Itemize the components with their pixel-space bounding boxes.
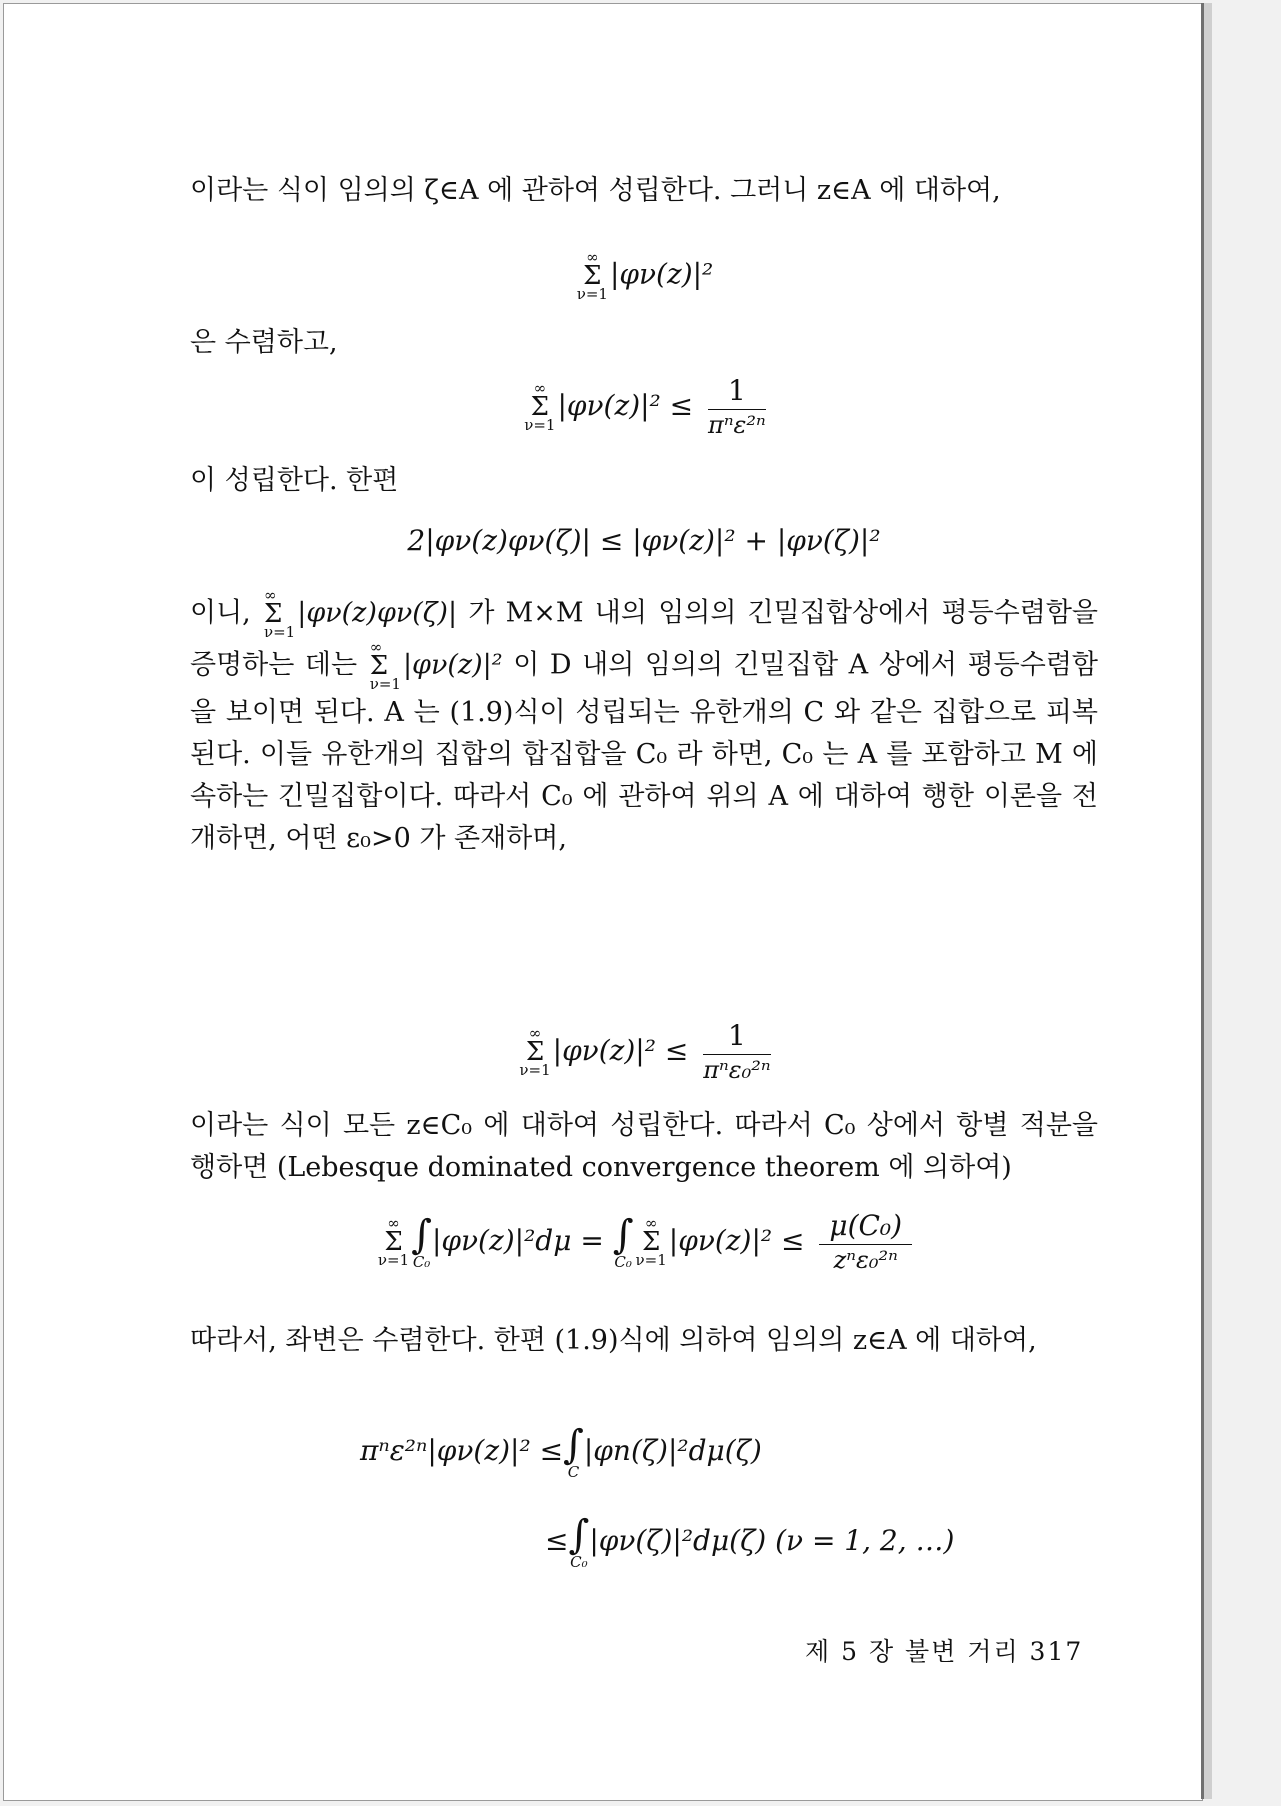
equation-2	[190, 375, 1098, 440]
integral-operator: ∫ C₀	[568, 1512, 590, 1571]
sum-operator: ∞ Σ ν=1	[369, 638, 401, 693]
paragraph-4-rest: 이 D 내의 임의의 긴밀집합 A 상에서 평등수렴함을 보이면 된다. A 는 (1.9)식이 성립되는 유한개의 C 와 같은 집합으로 피복된다. 이들 유한개의 집합의 합집합을 C₀ 라 하면, C₀ 는 A 를 포함하고 M 에 속하는 긴밀집합이다. 따라서 C₀ 에 관하여 위의 A 에 대하여 행한 이론을 전개하면, 어떤 ε₀>0 가 존재하며,	[190, 649, 1098, 854]
equation-7	[545, 1512, 955, 1571]
paragraph-1: 이라는 식이 임의의 ζ∈A 에 관하여 성립한다. 그러니 z∈A 에 대하여,	[190, 175, 1001, 206]
inline-sum-1: |φν(z)φν(ζ)|	[297, 597, 458, 629]
sum-operator: ∞ Σ ν=1	[519, 1024, 551, 1080]
equation-1	[190, 250, 1098, 302]
equation-5-right: |φν(z)|² ≤	[668, 1223, 805, 1257]
equation-7-left: ≤	[545, 1524, 569, 1557]
fraction: $\frac{1}{\text{πⁿε²ⁿ}}$	[708, 374, 766, 440]
fraction: $\frac{\text{μ(C₀)}}{\text{zⁿε₀²ⁿ}}$	[819, 1210, 912, 1275]
equation-5	[190, 1210, 1098, 1275]
integral-operator: ∫ C₀	[411, 1211, 432, 1271]
equation-3: 2|φν(z)φν(ζ)| ≤ |φν(z)|² + |φν(ζ)|²	[407, 524, 881, 557]
equation-4	[190, 1020, 1098, 1085]
equation-6-left: πⁿε²ⁿ|φν(z)|² ≤	[360, 1434, 564, 1467]
equation-7-right: |φν(ζ)|²dμ(ζ) (ν = 1, 2, …)	[589, 1524, 955, 1557]
equation-4-body: |φν(z)|² ≤	[552, 1033, 689, 1067]
paragraph-2: 은 수렴하고,	[190, 327, 338, 358]
equation-1-body: |φν(z)|²	[609, 257, 714, 291]
sum-operator: ∞ Σ ν=1	[576, 248, 608, 303]
integral-operator: ∫ C	[563, 1422, 584, 1481]
equation-6	[360, 1422, 762, 1481]
sum-operator: ∞ Σ ν=1	[635, 1214, 667, 1270]
equation-5-left: |φν(z)|²dμ =	[431, 1223, 604, 1257]
integral-operator: ∫ C₀	[612, 1211, 634, 1271]
sum-operator: ∞ Σ ν=1	[524, 379, 556, 435]
equation-2-body: |φν(z)|² ≤	[557, 388, 694, 422]
sum-operator: ∞ Σ ν=1	[264, 586, 296, 641]
sum-operator: ∞ Σ ν=1	[377, 1214, 410, 1270]
inline-sum-2: |φν(z)|²	[402, 649, 503, 681]
paragraph-3: 이 성립한다. 한편	[190, 465, 399, 496]
paragraph-6: 따라서, 좌변은 수렴한다. 한편 (1.9)식에 의하여 임의의 z∈A 에 대하여,	[190, 1325, 1037, 1356]
equation-6-right: |φn(ζ)|²dμ(ζ)	[583, 1434, 762, 1467]
page-footer: 제 5 장 불변 거리 317	[805, 1637, 1084, 1666]
paragraph-4-lead: 이니,	[190, 597, 251, 629]
paragraph-4-middle: 가 M×M 내의 임의의 긴밀집합상에서 평등수렴함을 증명하는 데는	[190, 597, 1098, 681]
fraction: $\frac{1}{\text{πⁿε₀²ⁿ}}$	[703, 1019, 771, 1085]
page-edge-light	[1204, 3, 1212, 1799]
paragraph-5: 이라는 식이 모든 z∈C₀ 에 대하여 성립한다. 따라서 C₀ 상에서 항별 적분을 행하면 (Lebesque dominated convergence theorem 에 의하여)	[190, 1110, 1098, 1183]
paragraph-4	[190, 588, 1098, 860]
